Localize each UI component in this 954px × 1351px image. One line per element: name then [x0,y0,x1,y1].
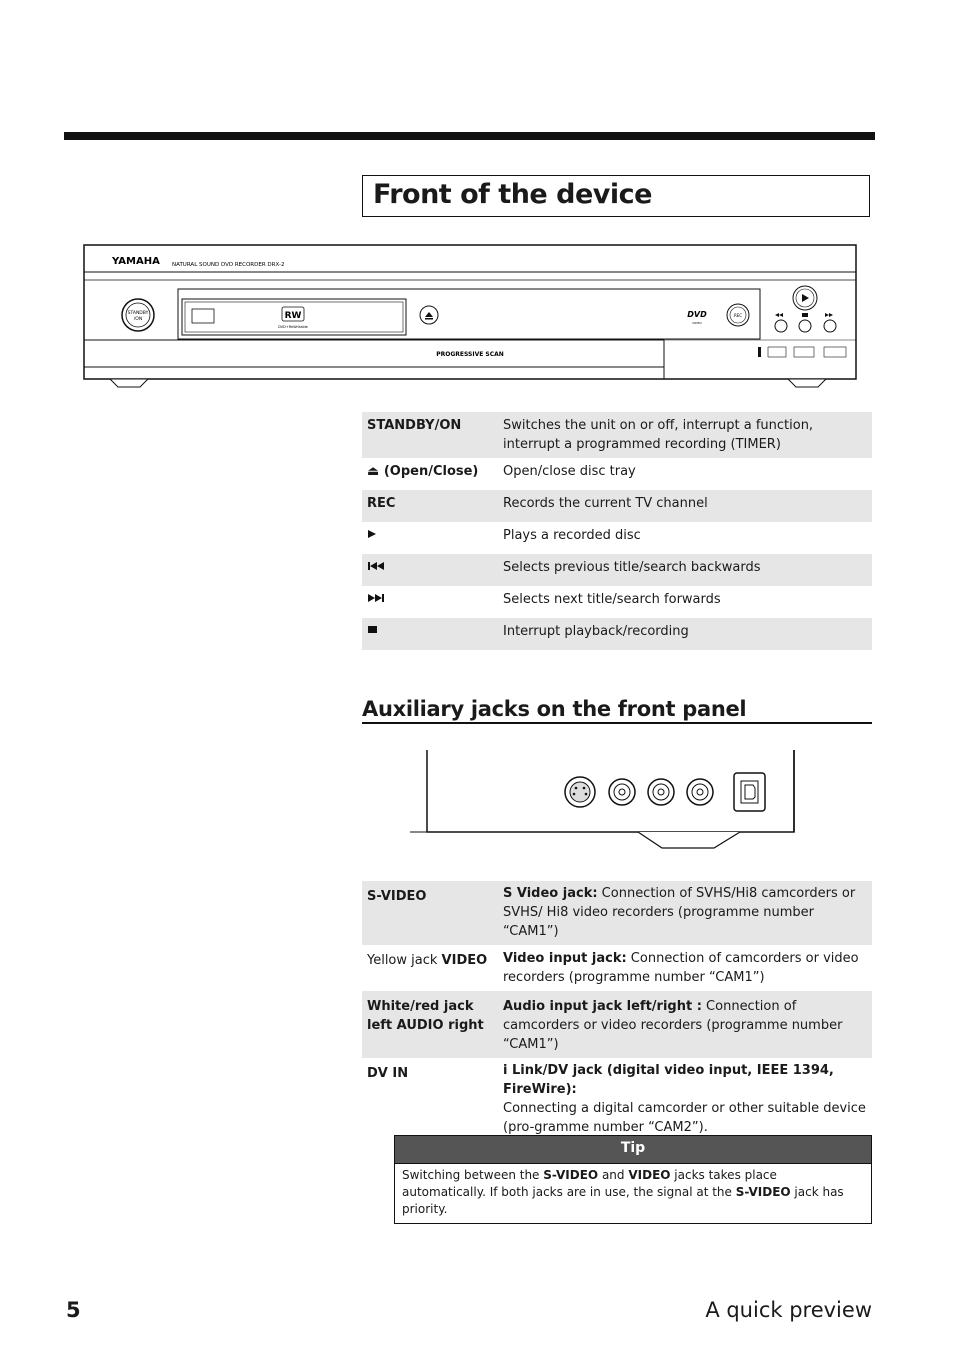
stop-icon [367,625,379,635]
section-title-box [362,175,870,217]
device-model: NATURAL SOUND DVD RECORDER DRX-2 [172,262,285,268]
control-key: STANDBY/ON [362,412,498,458]
control-desc: Records the current TV channel [498,490,872,522]
control-desc: Interrupt playback/recording [498,618,872,650]
table-row [362,1058,872,1141]
rec-button-illustration [727,304,749,326]
svg-text:DVD: DVD [687,310,707,319]
table-row [362,554,872,586]
table-row [362,586,872,618]
svg-text:PROGRESSIVE SCAN: PROGRESSIVE SCAN [436,351,504,358]
jack-desc: Connection of camcorders or video recorders (programme number “CAM1”) [503,999,843,1052]
control-desc: Selects next title/search forwards [503,592,721,607]
device-front-illustration [82,243,858,393]
svg-text:VIDEO: VIDEO [692,321,702,325]
jack-title: Video input jack: [503,951,627,966]
play-icon [367,529,377,539]
jack-title: Audio input jack left/right : [503,999,702,1014]
jack-key-prefix: White/red jack left [367,999,474,1033]
control-desc: Open/close disc tray [503,464,636,479]
table-row [362,945,872,991]
page-number: 5 [66,1298,81,1322]
svg-text:DVD+ReWritable: DVD+ReWritable [278,325,308,329]
jack-key-prefix: Yellow jack [367,953,442,968]
jack-desc: Connection of SVHS/Hi8 camcorders or SVHS/ Hi8 video recorders (programme number “CAM1”) [503,886,856,939]
table-row [362,458,872,490]
tip-title: Tip [395,1136,871,1163]
standby-button-illustration [122,299,154,331]
jacks-table [362,881,872,1141]
jack-key: AUDIO right [396,1018,484,1033]
svg-text:RW: RW [284,311,302,321]
table-row [362,618,872,650]
aux-section-title: Auxiliary jacks on the front panel [362,697,872,724]
eject-icon: ⏏ [367,464,380,479]
jack-title: i Link/DV jack (digital video input, IEEE 1394, FireWire): [503,1063,834,1097]
next-icon [367,593,389,603]
video-jack-illustration [609,779,635,805]
audio-right-jack-illustration [687,779,713,805]
s-video-jack-illustration [565,777,595,807]
table-row [362,881,872,945]
tip-body: Switching between the S-VIDEO and VIDEO jacks takes place automatically. If both jacks are in use, the signal at the S-VIDEO jack has priority. [395,1163,871,1223]
aux-jacks-illustration [408,748,800,856]
section-title: Front of the device [373,179,652,210]
control-desc: Selects previous title/search backwards [498,554,872,586]
previous-icon [367,561,389,571]
control-key: REC [362,490,498,522]
jack-desc: Connection of camcorders or video recorders (programme number “CAM1”) [503,951,859,985]
svg-text:/ON: /ON [133,317,143,322]
svg-text:STANDBY: STANDBY [127,311,149,316]
audio-left-jack-illustration [648,779,674,805]
jack-title: S Video jack: [503,886,598,901]
jack-key: DV IN [367,1066,409,1081]
controls-table [362,412,872,650]
tip-box [394,1135,872,1224]
table-row [362,412,872,458]
table-row [362,490,872,522]
control-desc: Switches the unit on or off, interrupt a function, interrupt a programmed recording (TIMER) [498,412,872,458]
svg-text:REC: REC [733,313,743,318]
dv-in-jack-illustration [734,773,765,811]
jack-key: S-VIDEO [362,881,498,945]
play-button-illustration [793,286,817,310]
control-key: (Open/Close) [379,464,479,479]
eject-button-illustration [420,306,438,324]
page-footer-title: A quick preview [705,1298,872,1322]
device-brand: YAMAHA [112,256,160,267]
control-desc: Plays a recorded disc [503,528,641,543]
header-rule [64,132,875,140]
jack-key: VIDEO [441,953,488,968]
jack-desc: Connecting a digital camcorder or other suitable device (pro-gramme number “CAM2”). [503,1101,866,1135]
table-row [362,522,872,554]
table-row [362,991,872,1058]
